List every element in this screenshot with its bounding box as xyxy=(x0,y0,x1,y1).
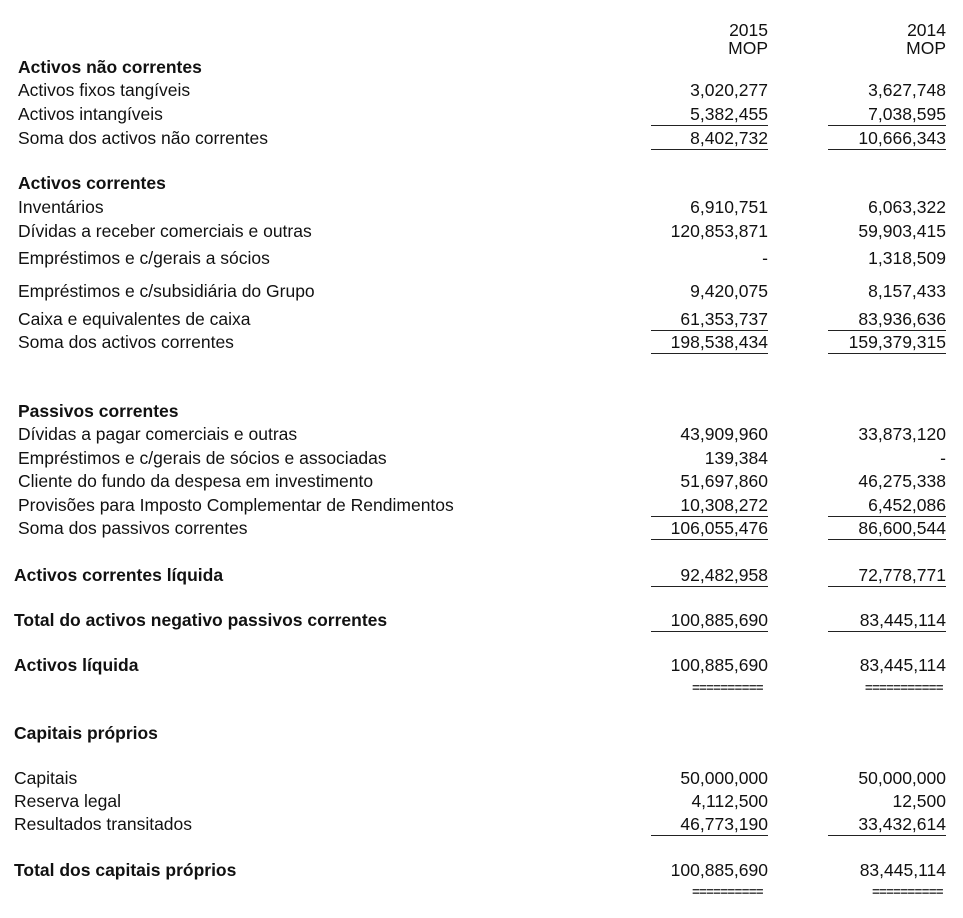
section-title: Activos correntes xyxy=(18,173,166,193)
row-label: Activos intangíveis xyxy=(18,104,163,124)
row-label: Activos líquida xyxy=(14,655,139,675)
table-row xyxy=(0,813,963,835)
value-2014: 33,873,120 xyxy=(858,424,946,444)
value-2015: 92,482,958 xyxy=(651,564,768,587)
value-2014: 7,038,595 xyxy=(828,103,946,126)
table-row xyxy=(0,196,963,218)
col-2015-year: 2015 xyxy=(729,20,768,40)
row-label: Total dos capitais próprios xyxy=(14,860,237,880)
table-row xyxy=(0,447,963,469)
value-2015: 100,885,690 xyxy=(670,860,768,880)
value-2015: 100,885,690 xyxy=(651,609,768,632)
row-label: Empréstimos e c/gerais de sócios e associadas xyxy=(18,448,387,468)
value-2015: 106,055,476 xyxy=(651,517,768,540)
value-2014: 6,063,322 xyxy=(868,197,946,217)
row-label: Dívidas a receber comerciais e outras xyxy=(18,221,312,241)
value-2015: 50,000,000 xyxy=(680,768,768,788)
value-2014: 86,600,544 xyxy=(828,517,946,540)
value-2014: 10,666,343 xyxy=(828,127,946,150)
value-2015: 6,910,751 xyxy=(690,197,768,217)
row-label: Dívidas a pagar comerciais e outras xyxy=(18,424,298,444)
total-equity-row xyxy=(0,859,963,881)
value-2015: 3,020,277 xyxy=(690,80,768,100)
section-title: Capitais próprios xyxy=(14,723,158,743)
value-2015: 5,382,455 xyxy=(651,103,768,126)
value-2015: 46,773,190 xyxy=(651,813,768,836)
value-2015: 198,538,434 xyxy=(651,331,768,354)
table-row xyxy=(0,494,963,516)
total-assets-less-cl-row xyxy=(0,609,963,631)
section-title: Activos não correntes xyxy=(18,57,202,77)
table-row xyxy=(0,220,963,242)
double-underline-2015: ========== xyxy=(692,884,763,899)
value-2015: 139,384 xyxy=(704,448,768,468)
table-row xyxy=(0,308,963,330)
net-current-assets-row xyxy=(0,564,963,586)
value-2015: 100,885,690 xyxy=(670,655,768,675)
col-2015-currency: MOP xyxy=(728,38,768,58)
double-underline-2014: =========== xyxy=(864,680,943,695)
value-2014: 59,903,415 xyxy=(858,221,946,241)
value-2014: - xyxy=(940,448,946,468)
table-row xyxy=(0,423,963,445)
value-2015: 10,308,272 xyxy=(651,494,768,517)
row-label: Activos fixos tangíveis xyxy=(18,80,191,100)
value-2014: 159,379,315 xyxy=(828,331,946,354)
value-2014: 12,500 xyxy=(892,791,946,811)
value-2015: - xyxy=(762,248,768,268)
section-current-liabilities xyxy=(0,400,963,422)
row-label: Caixa e equivalentes de caixa xyxy=(18,309,251,329)
double-underline-2015: ========== xyxy=(692,680,763,695)
table-row xyxy=(0,767,963,789)
table-row-subtotal xyxy=(0,517,963,539)
row-label: Activos correntes líquida xyxy=(14,565,224,585)
table-row-subtotal xyxy=(0,127,963,149)
net-assets-row xyxy=(0,654,963,676)
row-label: Reserva legal xyxy=(14,791,121,811)
value-2015: 4,112,500 xyxy=(691,791,768,811)
table-row xyxy=(0,790,963,812)
table-row-subtotal xyxy=(0,331,963,353)
section-current-assets xyxy=(0,172,963,194)
section-title: Passivos correntes xyxy=(18,401,179,421)
value-2014: 83,445,114 xyxy=(859,655,946,675)
value-2014: 50,000,000 xyxy=(858,768,946,788)
value-2014: 83,445,114 xyxy=(859,860,946,880)
row-label: Capitais xyxy=(14,768,78,788)
row-label: Total do activos negativo passivos correntes xyxy=(14,610,388,630)
section-equity xyxy=(0,722,963,744)
row-label: Soma dos passivos correntes xyxy=(18,518,248,538)
value-2015: 43,909,960 xyxy=(680,424,768,444)
value-2014: 83,936,636 xyxy=(828,308,946,331)
col-2014-currency: MOP xyxy=(906,38,946,58)
section-non-current-assets xyxy=(0,56,963,78)
row-label: Resultados transitados xyxy=(14,814,193,834)
value-2014: 1,318,509 xyxy=(868,248,946,268)
row-label: Empréstimos e c/subsidiária do Grupo xyxy=(18,281,315,301)
value-2014: 46,275,338 xyxy=(858,471,946,491)
value-2015: 8,402,732 xyxy=(651,127,768,150)
row-label: Empréstimos e c/gerais a sócios xyxy=(18,248,270,268)
table-row xyxy=(0,247,963,269)
double-underline-2014: ========== xyxy=(872,884,943,899)
table-row xyxy=(0,79,963,101)
value-2015: 120,853,871 xyxy=(670,221,768,241)
value-2014: 8,157,433 xyxy=(868,281,946,301)
value-2014: 6,452,086 xyxy=(828,494,946,517)
value-2015: 9,420,075 xyxy=(690,281,768,301)
table-row xyxy=(0,280,963,302)
value-2014: 33,432,614 xyxy=(828,813,946,836)
value-2014: 3,627,748 xyxy=(868,80,946,100)
value-2014: 72,778,771 xyxy=(828,564,946,587)
value-2014: 83,445,114 xyxy=(828,609,946,632)
table-row xyxy=(0,470,963,492)
table-row xyxy=(0,103,963,125)
row-label: Inventários xyxy=(18,197,104,217)
row-label: Soma dos activos não correntes xyxy=(18,128,268,148)
row-label: Provisões para Imposto Complementar de Rendimentos xyxy=(18,495,454,515)
col-2014-year: 2014 xyxy=(907,20,946,40)
value-2015: 61,353,737 xyxy=(651,308,768,331)
row-label: Cliente do fundo da despesa em investimento xyxy=(18,471,374,491)
value-2015: 51,697,860 xyxy=(680,471,768,491)
row-label: Soma dos activos correntes xyxy=(18,332,234,352)
